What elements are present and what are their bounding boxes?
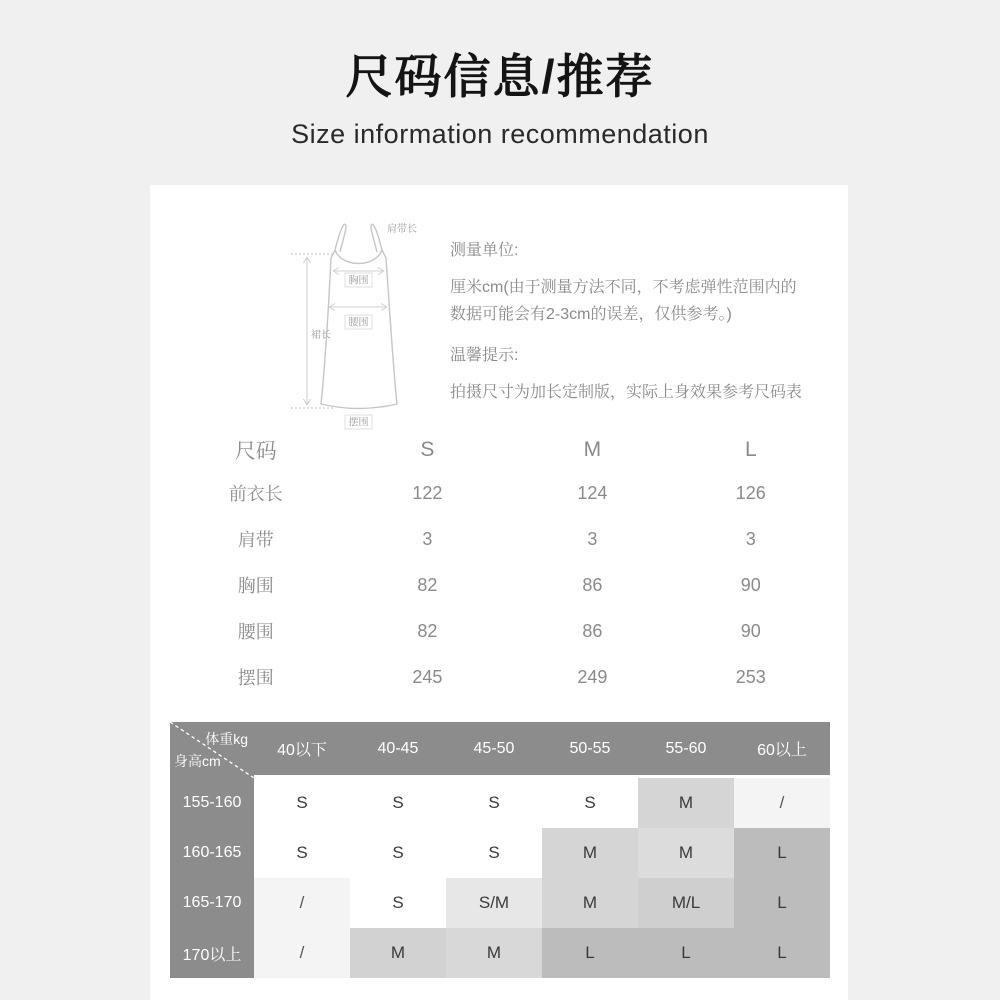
tip-line: 拍摄尺寸为加长定制版，实际上身效果参考尺码表 [450,384,803,401]
page-subtitle: Size information recommendation [291,119,709,149]
table-row [170,608,830,654]
size-recommendation-cell: S [350,778,446,828]
size-recommendation-cell: / [254,878,350,928]
measure-row-label: 胸围 [237,576,274,596]
size-column-header: L [744,438,757,461]
size-column-header: M [583,438,602,461]
measure-row-label: 肩带 [237,530,274,550]
size-recommendation-cell: / [734,778,830,828]
size-recommendation-table [170,722,830,978]
size-recommendation-cell: M [542,828,638,878]
size-recommendation-cell: L [734,878,830,928]
dress-left-strap [335,224,346,252]
size-recommendation-cell: S [350,878,446,928]
measurement-notes [450,237,810,406]
weight-column-header: 50-55 [542,722,638,778]
size-recommendation-cell: M [638,828,734,878]
hem-label: 摆围 [348,417,369,429]
table-row [170,654,830,700]
waist-label: 腰围 [348,317,369,329]
height-row-label: 165-170 [170,878,254,928]
size-column-header: S [420,438,435,461]
size-table-corner-header: 尺码 [234,440,277,463]
measure-value: 3 [587,528,598,549]
measure-row-label: 腰围 [237,622,274,642]
weight-column-header: 55-60 [638,722,734,778]
size-recommendation-cell: L [542,928,638,978]
measure-value: 90 [740,620,761,641]
strap-length-label: 肩带长 [387,224,417,235]
size-recommendation-cell: M [638,778,734,828]
table-row [170,516,830,562]
measure-value: 86 [582,620,603,641]
corner-weight-label: 体重kg [205,731,248,747]
size-recommendation-cell: S [350,828,446,878]
size-recommendation-cell: M [350,928,446,978]
unit-heading: 测量单位: [450,242,519,259]
measure-value: 86 [582,574,603,595]
measure-value: 90 [740,574,761,595]
measure-value: 82 [417,620,438,641]
size-recommendation-cell: S [446,828,542,878]
measure-value: 249 [577,666,608,687]
height-row-label: 155-160 [170,778,254,828]
height-row-label: 170以上 [170,928,254,978]
unit-line-1: 厘米cm(由于测量方法不同，不考虑弹性范围内的 [450,279,797,296]
weight-column-header: 60以上 [734,722,830,778]
weight-column-header: 45-50 [446,722,542,778]
measure-value: 82 [417,574,438,595]
dress-right-strap [371,224,382,252]
size-table [170,430,830,700]
dress-diagram-icon [283,216,423,434]
tip-heading: 温馨提示: [450,347,519,364]
size-recommendation-cell: S [542,778,638,828]
size-recommendation-cell: M [542,878,638,928]
weight-column-header: 40-45 [350,722,446,778]
unit-line-2: 数据可能会有2-3cm的误差，仅供参考。) [450,306,732,323]
height-row-label: 160-165 [170,828,254,878]
chest-label: 胸围 [348,275,369,287]
measure-value: 124 [577,482,608,503]
size-recommendation-cell: L [638,928,734,978]
size-recommendation-cell: M [446,928,542,978]
table-row [170,562,830,608]
size-table-header-row [170,430,830,470]
page-title: 尺码信息/推荐 [345,50,655,103]
skirt-length-arrow [304,257,311,405]
size-recommendation-cell: / [254,928,350,978]
measure-value: 122 [412,482,443,503]
measure-value: 126 [735,482,766,503]
measure-row-label: 前衣长 [228,484,283,504]
size-recommendation-cell: L [734,928,830,978]
measure-row-label: 摆围 [237,668,274,688]
matrix-corner-cell [170,722,254,778]
content-panel [150,185,848,1000]
size-recommendation-cell: M/L [638,878,734,928]
skirt-length-label: 裙长 [311,330,331,341]
size-recommendation-cell: S [254,828,350,878]
size-recommendation-cell: L [734,828,830,878]
weight-column-header: 40以下 [254,722,350,778]
measure-value: 245 [412,666,443,687]
measure-value: 3 [745,528,756,549]
size-recommendation-cell: S [446,778,542,828]
corner-height-label: 身高cm [174,753,221,769]
table-row [170,470,830,516]
size-recommendation-cell: S [254,778,350,828]
size-recommendation-cell: S/M [446,878,542,928]
page-header [0,0,1000,150]
measure-value: 3 [422,528,433,549]
measure-value: 253 [735,666,766,687]
